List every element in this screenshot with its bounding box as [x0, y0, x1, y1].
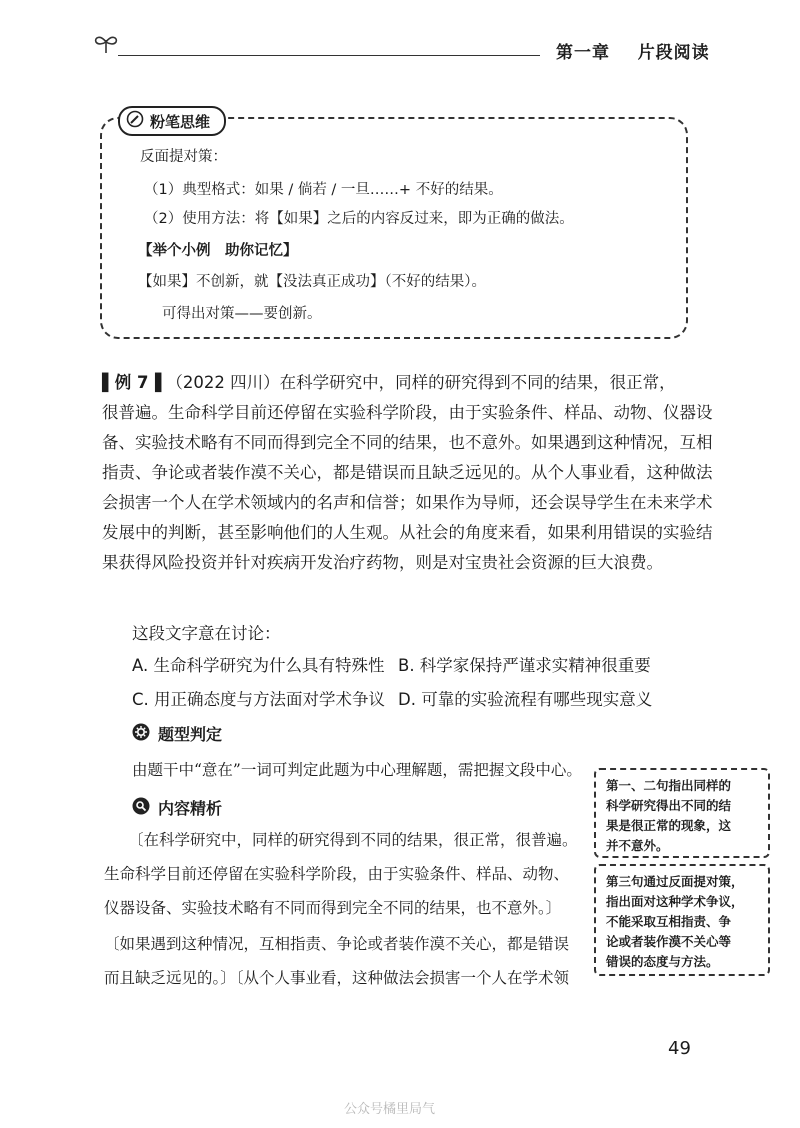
note-line: 果是很正常的现象，这 — [606, 818, 732, 833]
example-passage — [102, 368, 713, 578]
analysis-line: 〔如果遇到这种情况，互相指责、争论或者装作漠不关心，都是错误 — [104, 935, 570, 953]
example-source: （2022 四川） — [166, 373, 280, 392]
option-b[interactable]: B. 科学家保持严谨求实精神很重要 — [398, 656, 651, 675]
chalk-thinking-title: 粉笔思维 — [150, 112, 211, 131]
magnifier-icon — [132, 797, 150, 819]
note-line: 第三句通过反面提对策， — [606, 874, 744, 889]
analysis-title: 内容精析 — [158, 799, 223, 818]
gear-icon — [132, 723, 150, 745]
chalk-line: 【如果】不创新，就【没法真正成功】（不好的结果）。 — [138, 274, 486, 290]
pencil-icon — [126, 110, 144, 132]
passage-line: 果获得风险投资并针对疾病开发治疗药物，则是对宝贵社会资源的巨大浪费。 — [102, 553, 663, 572]
analysis-line: 〔在科学研究中，同样的研究得到不同的结果，很正常，很普遍。 — [128, 831, 578, 849]
option-a[interactable]: A. 生命科学研究为什么具有特殊性 — [132, 656, 385, 675]
analysis-line: 生命科学目前还停留在实验科学阶段，由于实验条件、样品、动物、 — [104, 865, 570, 883]
side-note — [594, 864, 770, 976]
passage-line: 发展中的判断，甚至影响他们的人生观。从社会的角度来看，如果利用错误的实验结 — [102, 523, 713, 542]
analysis-heading — [132, 796, 222, 819]
option-c[interactable]: C. 用正确态度与方法面对学术争议 — [132, 690, 386, 709]
note-line: 论或者装作漠不关心等 — [606, 934, 732, 949]
chalk-line: 【举个小例 助你记忆】 — [138, 243, 298, 259]
example-label: ▌例 7▐ — [102, 373, 162, 392]
passage-line: 在科学研究中，同样的研究得到不同的结果，很正常， — [279, 373, 676, 392]
note-line: 错误的态度与方法。 — [606, 954, 719, 969]
section-label: 片段阅读 — [637, 43, 710, 63]
note-line: 并不意外。 — [606, 838, 669, 853]
note-line: 第一、二句指出同样的 — [606, 778, 732, 793]
option-d[interactable]: D. 可靠的实验流程有哪些现实意义 — [398, 690, 653, 709]
passage-line: 备、实验技术略有不同而得到完全不同的结果，也不意外。如果遇到这种情况，互相 — [102, 433, 713, 452]
note-line: 科学研究得出不同的结 — [606, 798, 732, 813]
chalk-line: 可得出对策——要创新。 — [162, 306, 322, 322]
passage-line: 很普遍。生命科学目前还停留在实验科学阶段，由于实验条件、样品、动物、仪器设 — [102, 403, 713, 422]
analysis-line: 仪器设备、实验技术略有不同而得到完全不同的结果，也不意外。〕 — [104, 899, 562, 917]
chalk-thinking-tag — [118, 106, 226, 136]
type-judgement-text: 由题干中“意在”一词可判定此题为中心理解题，需把握文段中心。 — [132, 761, 582, 779]
chalk-line: （1）典型格式：如果 / 倘若 / 一旦……+ 不好的结果。 — [144, 182, 503, 198]
type-judgement-title: 题型判定 — [158, 725, 223, 744]
header-rule — [118, 55, 540, 56]
passage-line: 会损害一个人在学术领域内的名声和信誉；如果作为导师，还会误导学生在未来学术 — [102, 493, 713, 512]
page-number: 49 — [668, 1038, 691, 1059]
note-line: 不能采取互相指责、争 — [606, 914, 732, 929]
chalk-line: （2）使用方法：将【如果】之后的内容反过来，即为正确的做法。 — [144, 211, 574, 227]
watermark: 公众号橘里局气 — [344, 1102, 436, 1117]
question-stem: 这段文字意在讨论： — [132, 624, 281, 643]
note-line: 指出面对这种学术争议， — [606, 894, 744, 909]
type-judgement-heading — [132, 722, 222, 745]
passage-line: 指责、争论或者装作漠不关心，都是错误而且缺乏远见的。从个人事业看，这种做法 — [102, 463, 713, 482]
chalk-line: 反面提对策： — [140, 149, 227, 165]
sprout-icon — [92, 32, 120, 58]
chapter-title — [556, 38, 710, 63]
chapter-label: 第一章 — [556, 43, 610, 63]
analysis-line: 而且缺乏远见的。〕〔从个人事业看，这种做法会损害一个人在学术领 — [104, 969, 570, 987]
side-note — [594, 768, 770, 858]
